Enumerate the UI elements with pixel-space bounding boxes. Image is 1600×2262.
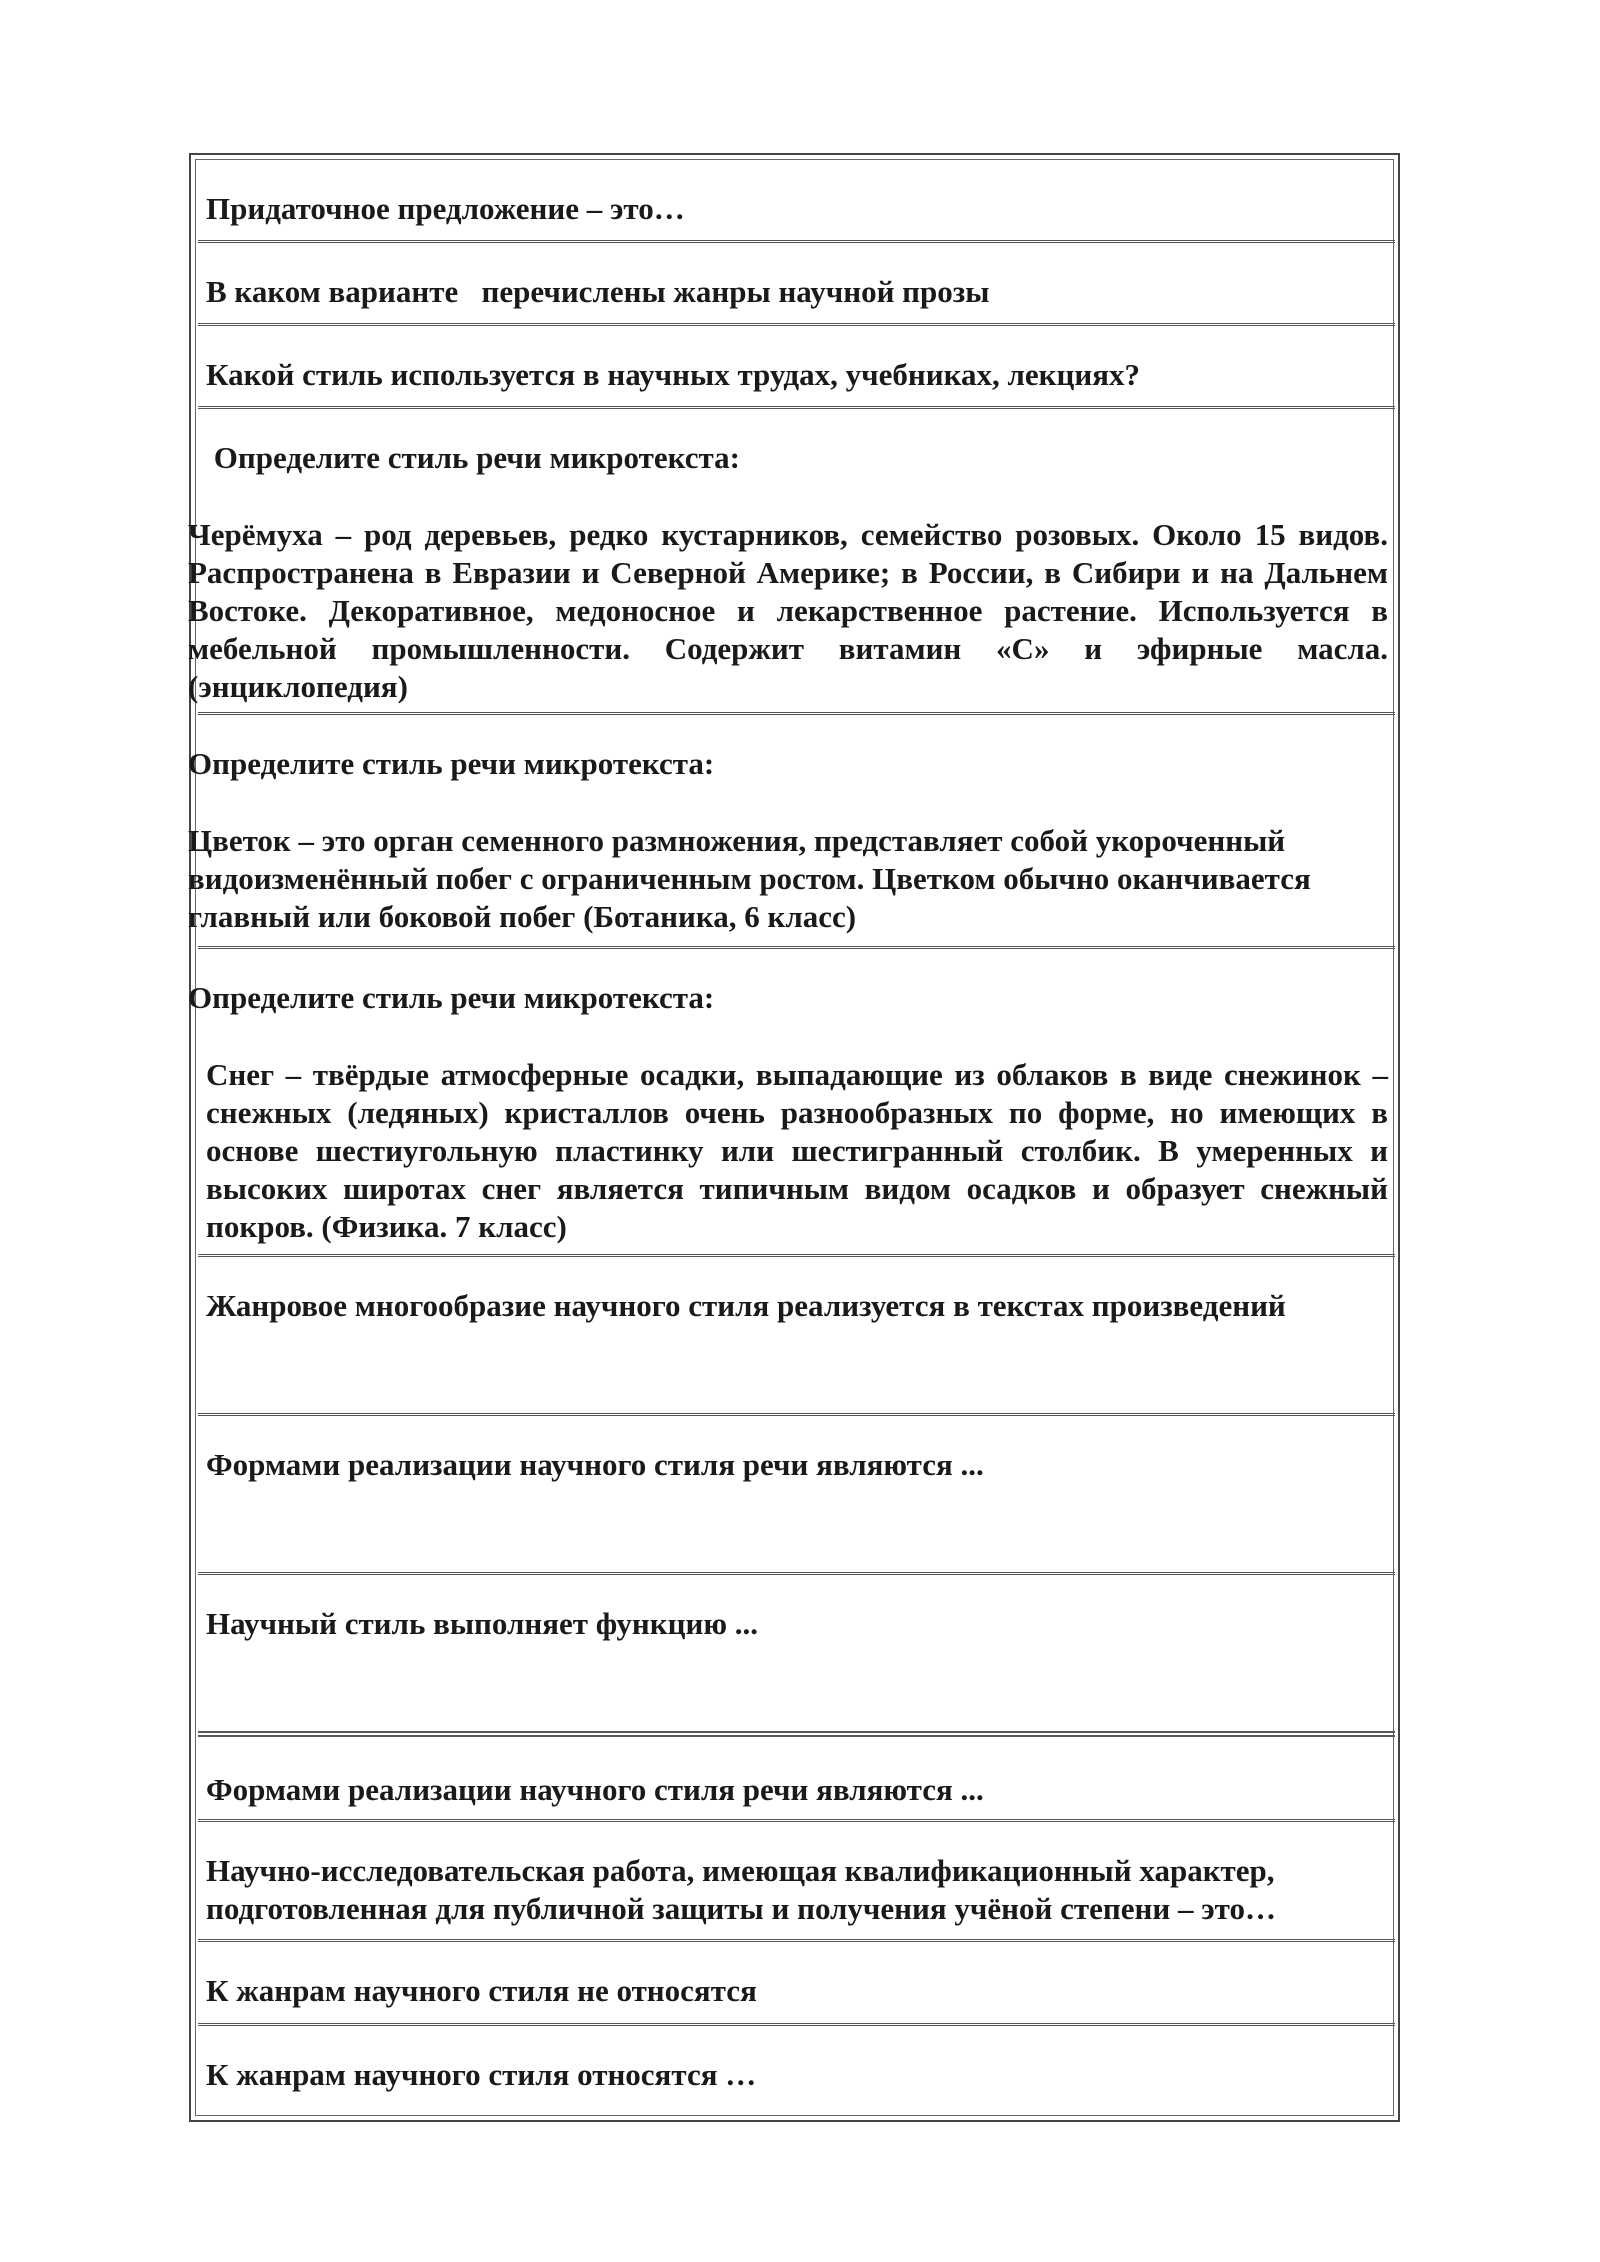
- question-title: Определите стиль речи микротекста:: [188, 746, 715, 781]
- table-row: [198, 1575, 1395, 1737]
- table-row: [198, 2026, 1395, 2116]
- question-title: В каком варианте перечислены жанры научной прозы: [206, 274, 990, 309]
- table-row: [188, 715, 1395, 949]
- question-title: Формами реализации научного стиля речи являются ...: [206, 1772, 984, 1807]
- microtext-snow: Снег – твёрдые атмосферные осадки, выпадающие из облаков в виде снежинок – снежных (ледяных) кристаллов очень разнообразных по форме, но имеющих в основе шестиугольную пластинку или шестигранный столбик. В умеренных и высоких широтах снег является типичным видом осадков и образует снежный покров. (Физика. 7 класс): [206, 1057, 1388, 1244]
- table-row: [198, 1822, 1395, 1942]
- question-title: Формами реализации научного стиля речи являются ...: [206, 1447, 984, 1482]
- table-row: [198, 1942, 1395, 2026]
- table-row: [198, 326, 1395, 409]
- question-title: Определите стиль речи микротекста:: [206, 440, 740, 475]
- table-row: [188, 409, 1395, 715]
- table-row: [188, 949, 1395, 1257]
- question-title: К жанрам научного стиля относятся …: [206, 2057, 757, 2092]
- microtext-flower: Цветок – это орган семенного размножения, представляет собой укороченный видоизменённый побег с ограниченным ростом. Цветком обычно оканчивается главный или боковой побег (Ботаника, 6 класс): [188, 823, 1311, 934]
- table-row: [198, 243, 1395, 326]
- question-title: Придаточное предложение – это…: [206, 191, 685, 226]
- table-row: [198, 1416, 1395, 1575]
- table-row: [198, 1257, 1395, 1416]
- question-title: Определите стиль речи микротекста:: [188, 980, 715, 1015]
- questions-table: [189, 153, 1400, 2122]
- microtext-cheryomukha: Черёмуха – род деревьев, редко кустарников, семейство розовых. Около 15 видов. Распространена в Евразии и Северной Америке; в России, в Сибири и на Дальнем Востоке. Декоративное, медоносное и лекарственное растение. Используется в мебельной промышленности. Содержит витамин «С» и эфирные масла. (энциклопедия): [188, 517, 1388, 704]
- table-row: [198, 1737, 1395, 1822]
- table-row: [198, 160, 1395, 243]
- question-title: Жанровое многообразие научного стиля реализуется в текстах произведений: [206, 1288, 1286, 1323]
- question-title: Научный стиль выполняет функцию ...: [206, 1606, 759, 1641]
- question-title: Какой стиль используется в научных трудах, учебниках, лекциях?: [206, 357, 1140, 392]
- question-title: Научно-исследовательская работа, имеющая квалификационный характер,: [206, 1853, 1275, 1888]
- question-title: К жанрам научного стиля не относятся: [206, 1973, 757, 2008]
- question-title-line-2: подготовленная для публичной защиты и получения учёной степени – это…: [206, 1891, 1276, 1926]
